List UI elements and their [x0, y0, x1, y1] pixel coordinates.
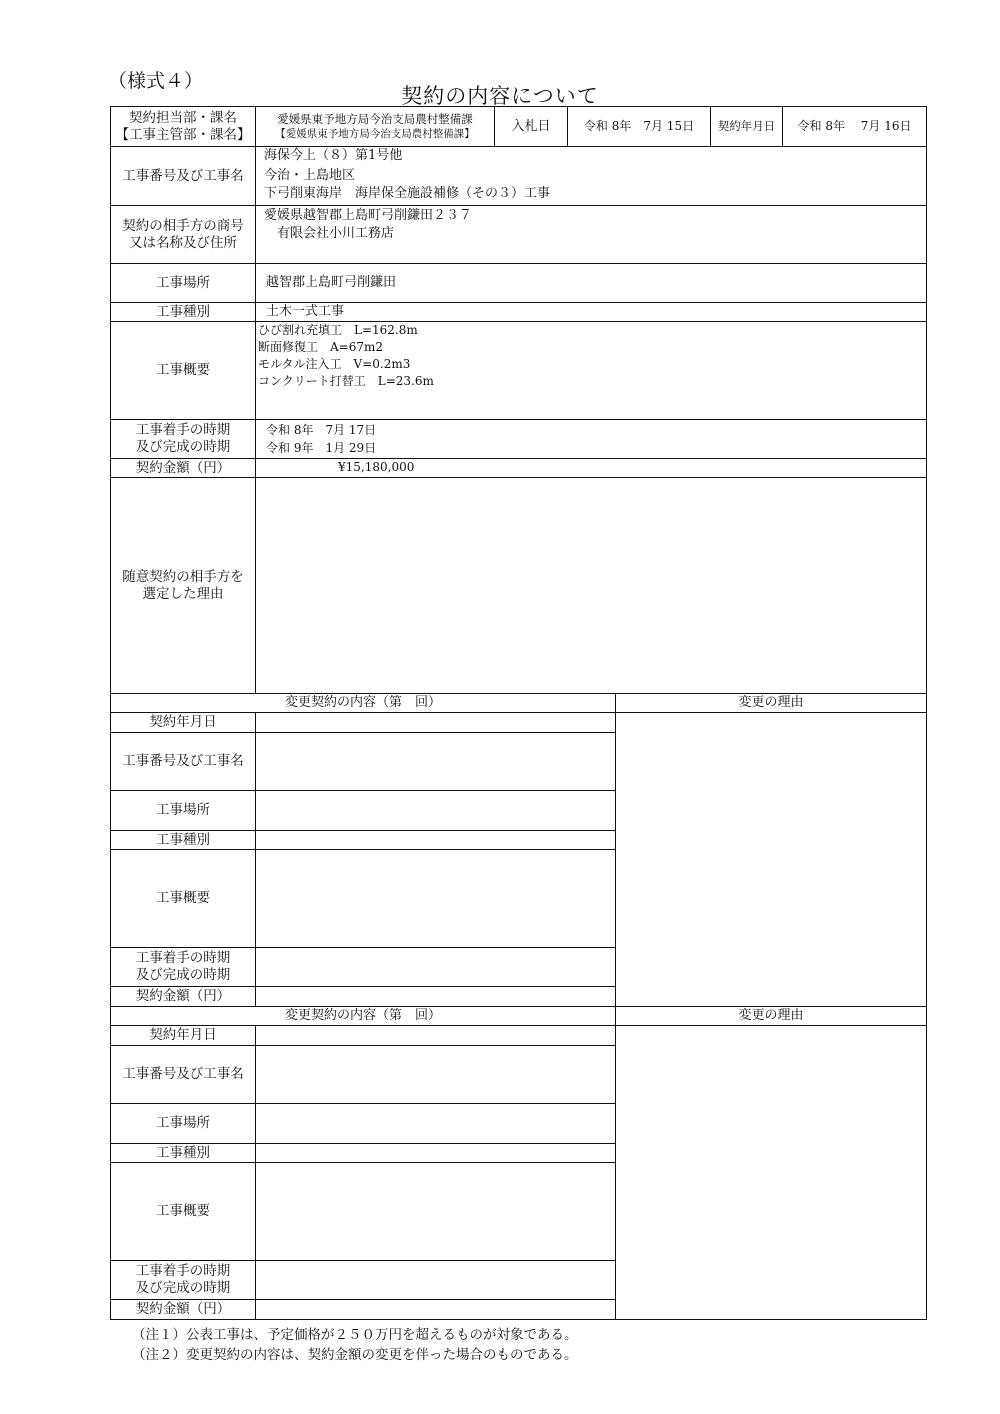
change-period-label	[111, 948, 255, 986]
change-type-label: 工事種別	[156, 831, 210, 848]
reason-label	[111, 478, 255, 693]
change-contract-date-label: 契約年月日	[149, 714, 217, 730]
amount-value: ¥15,180,000	[338, 460, 415, 474]
dept-value-line1: 愛媛県東予地方局今治支局農村整備課	[277, 111, 473, 126]
change-period-label-line1: 工事着手の時期	[135, 950, 231, 966]
change-header-left: 変更契約の内容（第 回）	[284, 1008, 441, 1023]
change-summary-label: 工事概要	[156, 890, 210, 906]
place-value: 越智郡上島町弓削鎌田	[266, 275, 397, 290]
work-no-line1: 海保今上（８）第1号他	[264, 148, 403, 163]
change-header-left: 変更契約の内容（第 回）	[284, 695, 441, 710]
dept-value	[256, 107, 494, 146]
change-period-label	[111, 1261, 255, 1299]
form-number: （様式４）	[108, 70, 204, 92]
work-no-label: 工事番号及び工事名	[122, 167, 244, 184]
change-amount-label: 契約金額（円）	[135, 1301, 231, 1317]
partner-label-line2: 又は名称及び住所	[129, 234, 237, 251]
change-contract-date-label: 契約年月日	[149, 1027, 217, 1043]
change-period-label-line2: 及び完成の時期	[135, 967, 231, 983]
change-work-no-label: 工事番号及び工事名	[122, 753, 244, 769]
column-divider	[255, 106, 256, 693]
period-end: 令和 9年 1月 29日	[266, 441, 377, 455]
period-label	[111, 420, 255, 458]
change-amount-label: 契約金額（円）	[135, 988, 231, 1004]
dept-label-line1: 契約担当部・課名	[129, 109, 237, 126]
note-2: （注２）変更契約の内容は、契約金額の変更を伴った場合のものである。	[132, 1347, 578, 1363]
summary-line3: モルタル注入工 V=0.2m3	[258, 357, 411, 371]
change-place-label: 工事場所	[156, 1115, 210, 1131]
bid-date-value: 令和 8年 7月 15日	[583, 119, 695, 133]
partner-label	[111, 206, 255, 263]
period-start: 令和 8年 7月 17日	[266, 423, 377, 437]
reason-label-line1: 随意契約の相手方を	[122, 568, 244, 585]
change-period-label-line1: 工事着手の時期	[135, 1263, 231, 1279]
column-divider	[255, 712, 256, 1006]
type-label: 工事種別	[156, 303, 210, 320]
page-title: 契約の内容について	[401, 84, 599, 108]
contract-date-label: 契約年月日	[717, 119, 776, 133]
change-type-label: 工事種別	[156, 1144, 210, 1161]
period-label-line1: 工事着手の時期	[135, 422, 231, 438]
change-header-right: 変更の理由	[738, 695, 804, 710]
note-1: （注１）公表工事は、予定価格が２５０万円を超えるものが対象である。	[132, 1327, 578, 1343]
summary-line4: コンクリート打替工 L=23.6m	[258, 374, 434, 388]
period-label-line2: 及び完成の時期	[135, 439, 231, 455]
type-value: 土木一式工事	[266, 304, 345, 319]
partner-line2: 有限会社小川工務店	[264, 226, 395, 241]
change-work-no-label: 工事番号及び工事名	[122, 1066, 244, 1082]
amount-label: 契約金額（円）	[135, 459, 231, 476]
summary-line2: 断面修復工 A=67m2	[258, 340, 384, 354]
summary-label: 工事概要	[156, 362, 210, 378]
work-no-line2: 今治・上島地区	[264, 168, 356, 183]
column-divider	[255, 1025, 256, 1320]
dept-label	[111, 107, 255, 146]
reason-label-line2: 選定した理由	[142, 585, 224, 602]
partner-label-line1: 契約の相手方の商号	[122, 217, 244, 234]
change-header-right: 変更の理由	[738, 1008, 804, 1023]
change-summary-label: 工事概要	[156, 1203, 210, 1219]
change-place-label: 工事場所	[156, 802, 210, 818]
place-label: 工事場所	[156, 274, 210, 291]
work-no-line3: 下弓削東海岸 海岸保全施設補修（その３）工事	[264, 186, 551, 201]
contract-date-value: 令和 8年 7月 16日	[797, 119, 912, 133]
bid-date-label: 入札日	[511, 118, 551, 134]
partner-line1: 愛媛県越智郡上島町弓削鎌田２３７	[264, 208, 473, 223]
change-period-label-line2: 及び完成の時期	[135, 1280, 231, 1296]
summary-line1: ひび割れ充填工 L=162.8m	[258, 323, 418, 337]
dept-value-line2: 【愛媛県東予地方局今治支局農村整備課】	[275, 127, 475, 140]
dept-label-line2: 【工事主管部・課名】	[115, 126, 251, 143]
